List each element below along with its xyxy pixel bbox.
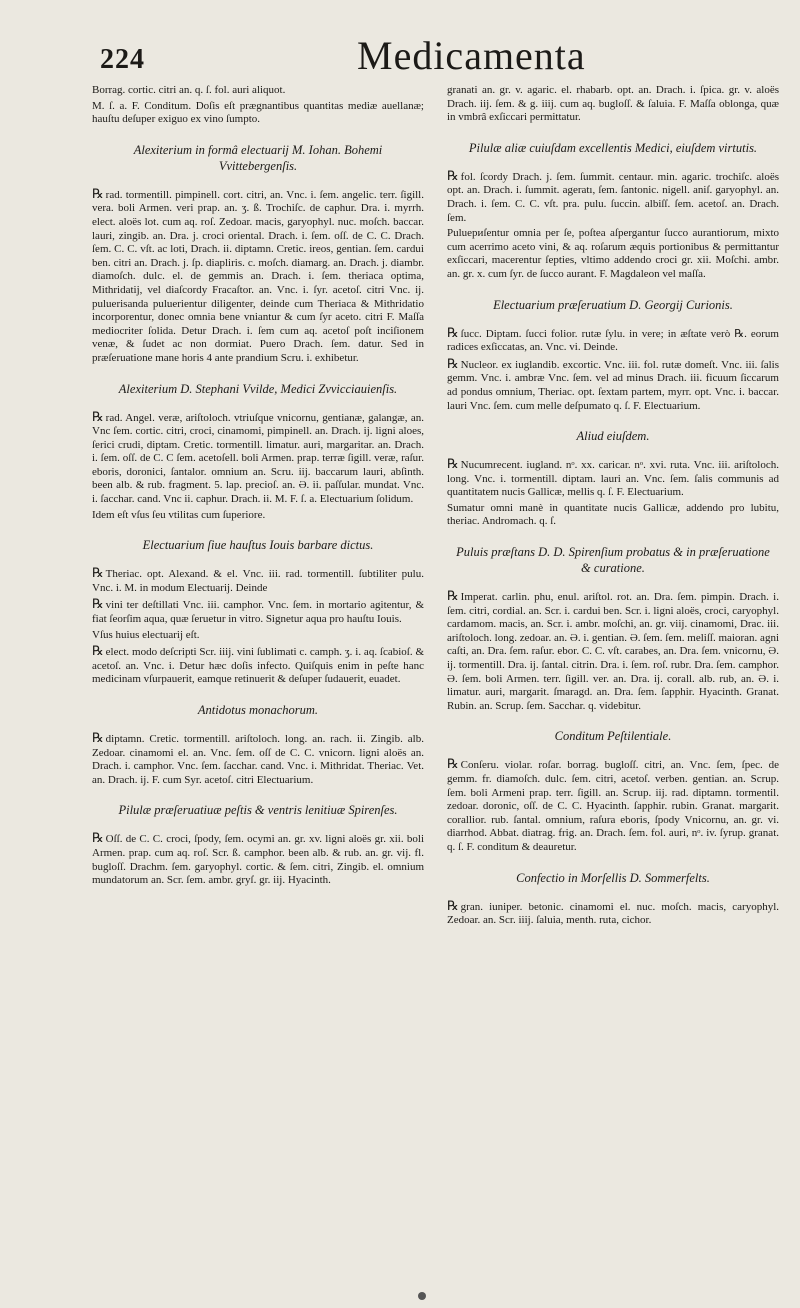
paragraph-text: rad. Angel. veræ, ariſtoloch. vtriuſque vnicornu, gentianæ, galangæ, an. Vnc ſem. cortic. citri, croci, cinamomi, pimpinell. an. Drach. ij. ligni aloes, ſerici crudi, diptam. Cretic. tormentill. limatur. auri, margaritar. an. Drach. i. ſem. oſſ. de C. C ſem. acetoſell. boli Armen. prap. terræ ſigill. veræ, raſur. eboris, doronici, ſantalor. omnium an. Scru. iij. baccarum lauri, abſinth. been alb. & rub. fragment. 5. lap. precioſ. an. Ə. ii. paſſular. mundat. Vnc. i. ſacchar. cand. Vnc ii. caphur. Drach. ii. M. F. ſ. a. Electuarium ſolidum.: [92, 411, 424, 506]
recipe-icon: ℞: [447, 588, 459, 604]
section-heading: Alexiterium D. Stephani Vvilde, Medici Zvvicciauienſis.: [118, 381, 398, 396]
section-heading: Conditum Peſtilentiale.: [554, 729, 672, 744]
paragraph-text: Conſeru. violar. roſar. borrag. bugloſſ. citri, an. Vnc. ſem, ſpec. de gemm. fr. diamoſch. dulc. ſem. citri, acetoſ. verben. gentian. an. Scrup. ſem. boli Armeni prap. terr. ſigill. an. Scrup. iij. rad. diptamn. tormentil. zedoar. doronic, oſſ. de C. C. Hyacinth. ſapphir. rubin. Granat. margarit. corallior. rub. ſantal. omnium, raſura eboris, ſpody Vnicornu, an. gr. vi. diarrhod. Abbat. diatrag. frig. an. Drach. ſem. fol. auri, nᵒ. iv. ſyrup. granat. q. ſ. F. conditum & deauretur.: [447, 759, 779, 853]
section-heading: Pilulæ præſeruatiuæ peſtis & ventris lenitiuæ Spirenſes.: [118, 803, 398, 818]
recipe-icon: ℞: [447, 324, 459, 340]
paragraph-text: Oſſ. de C. C. croci, ſpody, ſem. ocymi an. gr. xv. ligni aloës gr. xii. boli Armen. prap. cum aq. roſ. Scr. ß. camphor. been alb. & rub. an. gr. vij. fl. bugloſſ. Drachm. ſem. garyophyl. cortic. & ſem. citri, Zingib. el. omnium mundatorum an. Scr. ſem. ambr. gryſ. gr. iij. Hyacinth.: [92, 833, 424, 887]
recipe-icon: ℞: [92, 596, 104, 612]
recipe-paragraph: [92, 731, 424, 787]
paragraph-text: elect. modo deſcripti Scr. iiij. vini ſublimati c. camph. ʒ. i. aq. ſcabioſ. & acetoſ. an. Vnc. i. Detur hæc doſis infecto. Quiſquis enim in peſte hanc medicinam vſurpauerit, eamque retinuerit & deſuper ſudauerit, euadet.: [92, 646, 424, 686]
paragraph-text: Vſus huius electuarij eſt.: [92, 628, 200, 641]
section-heading: Electuarium præſeruatium D. Georgij Curionis.: [493, 297, 733, 312]
recipe-icon: ℞: [447, 167, 459, 183]
paragraph-text: Theriac. opt. Alexand. & el. Vnc. iii. rad. tormentill. ſubtiliter pulu. Vnc. i. M. in modum Electuarij. Deinde: [92, 568, 424, 594]
text-paragraph: [92, 100, 424, 127]
paragraph-text: Nucleor. ex iuglandib. excortic. Vnc. iii. fol. rutæ domeſt. Vnc. iii. ſalis gemm. Vnc. i. ambræ Vnc. ſem. vel ad minus Drach. iii. ficuum ſiccarum ad pondus omnium, Theriac. opt. ſextam partem, myrr. opt. Vnc. i. baccar. lauri Vnc. ſem. cum melle deſpumato q. ſ. F. Electuarium.: [447, 358, 779, 412]
recipe-paragraph: [447, 357, 779, 413]
paragraph-text: Imperat. carlin. phu, enul. ariſtol. rot. an. Dra. ſem. pimpin. Drach. i. ſem. citri, cordial. an. Scr. i. cardui ben. Scr. i. ligni aloës, croci, caryophyl. cardamom. macis, an. Scr. i. ambr. moſchi, an. gr. viij. cinamomi, Drac. iii. ariſtoloch. long. zedoar. an. Ə. i. gentian. Ə. ſem. ſem. meliſſ. maioran. agni caſti, an. Dra. ſem. raſur. ebor. C. C. vſt. carabes, an. Dra. ſem. vnicornu, Ə. ij. tormentill. Dra. ij. ſantal. citrin. Dra. i. ſem. roſ. rubr. Dra. ſem. camphor. Ə. ſem. boli Armen. terr. ſigill. ver. an. Dra. ij. corall. alb. rub, an. Ə. i. limatur. auri, margarit. ſmaragd. an. Dra. ſem. ſapphir. Hyacinth. Granat. Rubin. an. Scrup. ſem. Sacchar. q. videbitur.: [447, 591, 779, 712]
paragraph-text: gran. iuniper. betonic. cinamomi el. nuc. moſch. macis, caryophyl. Zedoar. an. Scr. iiij. ſaluia, menth. ruta, cichor.: [447, 900, 779, 927]
section-heading: Aliud eiuſdem.: [576, 429, 650, 444]
text-paragraph: [92, 84, 424, 98]
recipe-paragraph: [92, 410, 424, 507]
section-heading: Alexiterium in formâ electuarij M. Iohan. Bohemi Vvittebergenſis.: [133, 142, 383, 173]
recipe-icon: ℞: [92, 830, 104, 846]
recipe-icon: ℞: [92, 185, 104, 201]
recipe-icon: ℞: [447, 456, 459, 472]
paragraph-text: vini ter deſtillati Vnc. iii. camphor. Vnc. ſem. in mortario agitentur, & fiat ſeorſim aqua, quæ ſeruetur in vitro. Signetur aqua pro hauſtu Iouis.: [92, 599, 424, 626]
recipe-paragraph: [447, 169, 779, 225]
paragraph-text: Idem eſt vſus ſeu vtilitas cum ſuperiore.: [92, 508, 266, 521]
paragraph-text: granati an. gr. v. agaric. el. rhabarb. opt. an. Drach. i. ſpica. gr. v. aloës Drach. iij. ſem. & g. iiij. cum aq. bugloſſ. & ſaluia. F. Maſſa oblonga, quæ in vmbrâ exſiccari permittatur.: [447, 84, 779, 124]
left-column: [92, 84, 424, 890]
text-paragraph: [92, 509, 424, 523]
paragraph-text: ſucc. Diptam. ſucci folior. rutæ ſylu. in vere; in æſtate verò ℞. eorum radices exſiccatas, an. Vnc. vi. Deinde.: [447, 327, 779, 354]
paragraph-text: fol. ſcordy Drach. j. ſem. ſummit. centaur. min. agaric. trochiſc. aloës opt. an. Drach. i. ſummit. ageratı, ſem. ſantonic. nigell. aniſ. garyophyl. an. Drach. i. ſem. C. C. vſt. pra. pulu. ſuccin. albiſſ. ſem. acetoſ. an. Drach. ſem.: [447, 170, 779, 224]
text-paragraph: [447, 227, 779, 281]
paragraph-text: M. ſ. a. F. Conditum. Doſis eſt prægnantibus quantitas mediæ auellanæ; hauſtu deſuper exiguo ex vino ſumpto.: [92, 99, 424, 126]
text-paragraph: [447, 84, 779, 125]
page-number: 224: [100, 44, 145, 75]
ink-dot: [418, 1292, 426, 1300]
paragraph-text: diptamn. Cretic. tormentill. ariſtoloch. long. an. rach. ii. Zingib. alb. Zedoar. cinamomi el. an. Vnc. ſem. oſſ de C. C. vnicorn. ligni aloës an. Drach. i. camphor. Vnc. ſem. ſacchar. cand. Vnc. i. Mithridat. Theriac. Vet. an. Drach. ij. F. cum Syr. acetoſ. citri Electuarium.: [92, 733, 424, 786]
recipe-paragraph: [447, 899, 779, 928]
paragraph-text: Puluериſentur omnia per ſe, poſtea aſpergantur ſucco aurantiorum, mixto cum acerrimo aceto vini, & aq. roſarum æquis portionibus & permittantur exſiccari, macerentur ſepties, vltimo addendo croci gr. xii. Moſchi. ambr. an. gr. x. cum ſyr. de ſucco aurant. F. Magdaleon vel maſſa.: [447, 227, 779, 280]
recipe-icon: ℞: [92, 643, 104, 659]
section-heading: Puluis præſtans D. D. Spirenſium probatus & in præſeruatione & curatione.: [456, 545, 770, 576]
section-heading: Confectio in Morſellis D. Sommerfelts.: [516, 870, 710, 885]
recipe-paragraph: [447, 589, 779, 713]
running-head: Medicamenta: [357, 33, 586, 78]
section-heading: Electuarium ſiue hauſtus Iouis barbare dictus.: [142, 538, 374, 553]
recipe-paragraph: [92, 597, 424, 626]
text-paragraph: [447, 502, 779, 529]
recipe-paragraph: [447, 757, 779, 854]
recipe-icon: ℞: [447, 355, 459, 371]
recipe-icon: ℞: [447, 897, 459, 913]
recipe-paragraph: [92, 644, 424, 687]
recipe-paragraph: [447, 457, 779, 500]
recipe-icon: ℞: [447, 756, 459, 772]
recipe-icon: ℞: [92, 565, 104, 581]
recipe-icon: ℞: [92, 408, 104, 424]
section-heading: Pilulæ aliæ cuiuſdam excellentis Medici, eiuſdem virtutis.: [468, 140, 758, 155]
text-paragraph: [92, 629, 424, 643]
right-column: [447, 84, 779, 930]
recipe-paragraph: [92, 187, 424, 366]
paragraph-text: Sumatur omni manè in quantitate nucis Gallicæ, addendo pro lubitu, theriac. Andromach. q. ſ.: [447, 501, 779, 528]
section-heading: Antidotus monachorum.: [197, 703, 319, 717]
paragraph-text: Borrag. cortic. citri an. q. ſ. fol. auri aliquot.: [92, 84, 286, 96]
recipe-paragraph: [92, 831, 424, 887]
paragraph-text: Nucumrecent. iugland. nᵒ. xx. caricar. nᵒ. xvi. ruta. Vnc. iii. ariſtoloch. long. Vnc. i. tormentill. diptam. lauri an. Vnc. ſem. ſalis communis ad quantitatem nucis Gallicæ, mellis q. ſ. F. Electuarium.: [447, 459, 779, 499]
recipe-paragraph: [92, 566, 424, 595]
recipe-paragraph: [447, 326, 779, 355]
paragraph-text: rad. tormentill. pimpinell. cort. citri, an. Vnc. i. ſem. angelic. terr. ſigill. vera. boli Armen. veri prap. an. ʒ. ß. Trochiſc. de caphur. Dra. i. myrrh. elect. aloës lot. cum aq. roſ. Zedoar. macis, garyophyl. nuc. moſch. baccar. lauri, zingib. an. Dra. j. croci oriental. Drach. i. ſem. oſſ. de C. C. Drach. ſem. C. C. vſt. ac loti, Drach. ii. diptamn. Cretic. ireos, gentian. ſem. cardui ben. citri an. Drach. j. ſp. diapliris. c. moſch. diamarg. an. Drach. j. diambr. diamoſch. dulc. el. de gemmis an. Drach. i. ſem. theriaca optima, Mithridatij, vel diaſcordy Fracaſtor. an. Vnc. i. ſyr. acetoſ. citri Vnc. ij. puluerisanda puluerientur diligenter, deinde cum Theriaca & Mithridatio incorporentur, donec omnia bene vniantur & cum ſyr aceto. citri F. Maſſa mediocriter ſolida. Detur Drach. i. ſem cum aq. acetoſ poſt inciſionem venæ, & ſudet ac non dormiat. Puero Drach. ſem. datur. Sed in præſeruatione mane horis 4 ante prandium Scru. i. exhibetur.: [92, 188, 424, 364]
recipe-icon: ℞: [92, 730, 104, 745]
